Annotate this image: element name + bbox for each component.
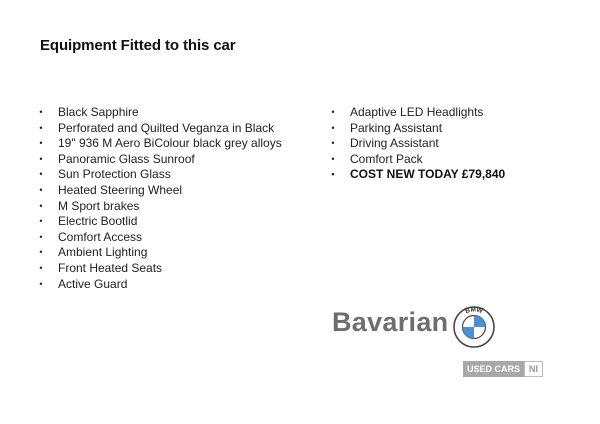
bullet-icon: • (39, 122, 43, 133)
bullet-icon: • (331, 138, 335, 149)
bullet-icon: • (39, 153, 43, 164)
list-item (38, 167, 282, 183)
page-title: Equipment Fitted to this car (40, 37, 236, 54)
list-item (330, 105, 505, 121)
list-item (38, 105, 282, 121)
bullet-icon: • (39, 107, 43, 117)
bullet-icon: • (39, 200, 43, 211)
bullet-icon: • (331, 122, 335, 133)
dealer-logo-text: Bavarian (332, 307, 449, 337)
bullet-icon: • (331, 107, 335, 117)
equipment-item-label: Comfort Pack (350, 151, 423, 166)
list-item (38, 261, 282, 277)
cost-new-label: COST NEW TODAY £79,840 (350, 167, 506, 182)
equipment-list-right (330, 105, 505, 183)
equipment-item-label: Panoramic Glass Sunroof (58, 151, 195, 166)
equipment-item-label: Electric Bootlid (58, 214, 138, 229)
list-item (38, 277, 282, 293)
list-item (38, 199, 282, 215)
list-item (330, 152, 505, 168)
list-item (38, 230, 282, 246)
cost-new-item (330, 167, 505, 183)
roundel-letters: BMW (464, 306, 484, 316)
list-item (38, 183, 282, 199)
bullet-icon: • (331, 169, 335, 180)
list-item (330, 121, 505, 137)
bullet-icon: • (39, 247, 43, 258)
bullet-icon: • (39, 262, 43, 273)
list-item (330, 136, 505, 152)
equipment-item-label: 19" 936 M Aero BiColour black grey alloys (58, 136, 282, 151)
bullet-icon: • (331, 153, 335, 164)
region-label: NI (524, 361, 543, 377)
equipment-item-label: Black Sapphire (58, 105, 139, 119)
equipment-item-label: Comfort Access (58, 229, 143, 244)
used-cars-label: USED CARS (463, 361, 524, 377)
equipment-item-label: Sun Protection Glass (58, 167, 171, 182)
equipment-item-label: Front Heated Seats (58, 260, 163, 275)
equipment-item-label: Active Guard (58, 276, 128, 291)
bullet-icon: • (39, 278, 43, 289)
list-item (38, 136, 282, 152)
list-item (38, 245, 282, 261)
equipment-item-label: Parking Assistant (350, 120, 443, 135)
equipment-item-label: Perforated and Quilted Veganza in Black (58, 120, 275, 135)
bmw-roundel-icon (453, 306, 495, 348)
equipment-item-label: Heated Steering Wheel (58, 182, 183, 197)
list-item (38, 121, 282, 137)
bullet-icon: • (39, 216, 43, 227)
bullet-icon: • (39, 231, 43, 242)
equipment-item-label: Adaptive LED Headlights (350, 105, 484, 119)
list-item (38, 214, 282, 230)
bullet-icon: • (39, 184, 43, 195)
equipment-item-label: Driving Assistant (350, 136, 439, 151)
used-cars-badge (463, 361, 543, 377)
bullet-icon: • (39, 138, 43, 149)
bullet-icon: • (39, 169, 43, 180)
equipment-item-label: M Sport brakes (58, 198, 140, 213)
equipment-list-left (38, 105, 282, 292)
list-item (38, 152, 282, 168)
equipment-item-label: Ambient Lighting (58, 245, 148, 260)
